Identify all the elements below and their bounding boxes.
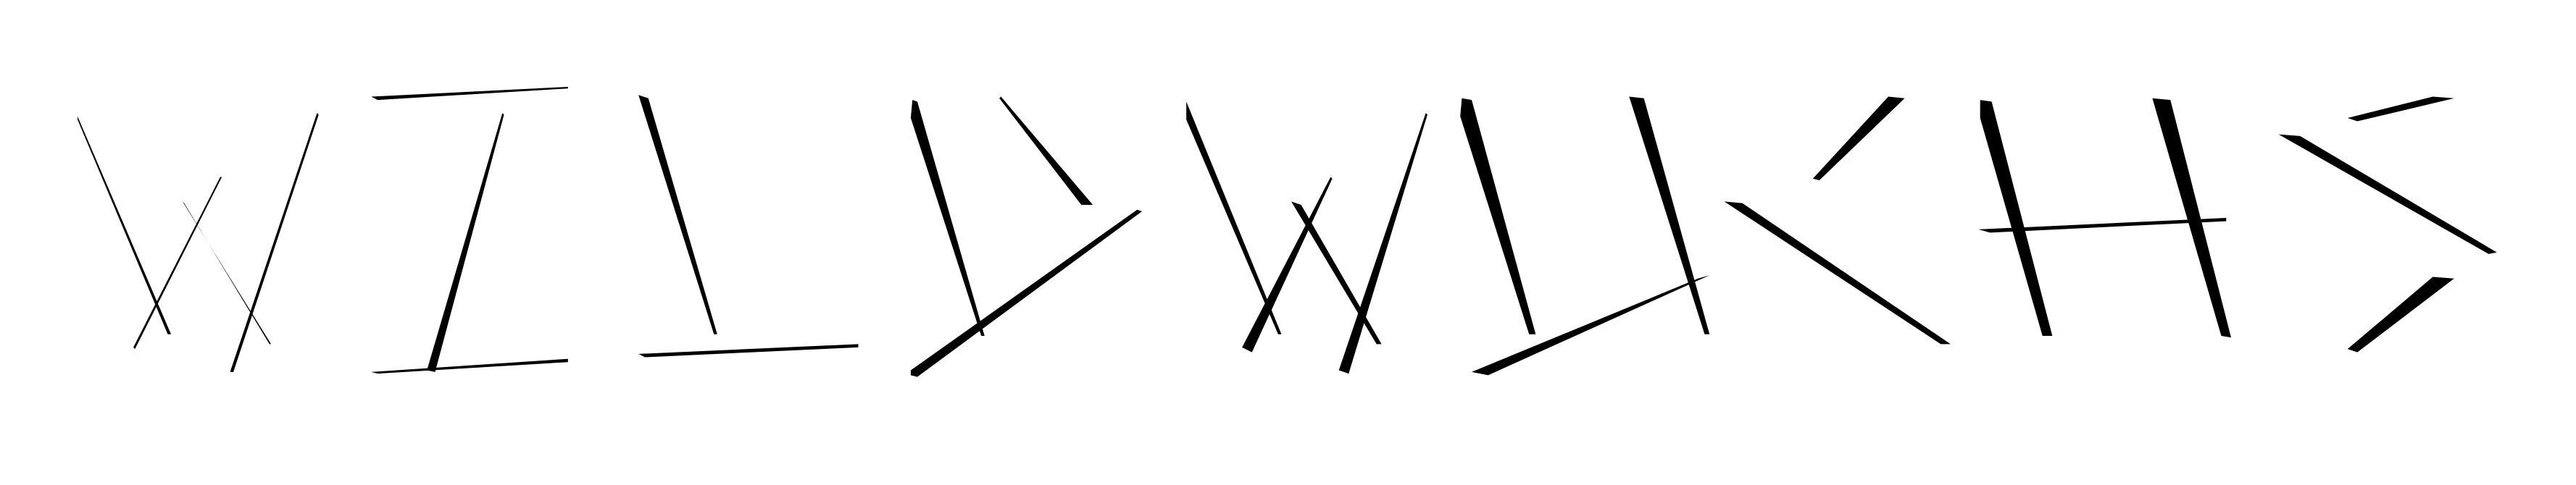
glyph-9-stroke [2279,135,2497,254]
glyph-9 [2279,97,2497,353]
glyph-1 [78,113,319,372]
glyph-8 [1978,98,2231,337]
glyph-1-stroke [230,113,319,372]
glyph-4-stroke [911,210,1142,377]
glyph-1-stroke [183,201,271,344]
glyph-7 [1725,97,1951,345]
glyph-4 [911,97,1142,377]
glyph-9-stroke [2348,97,2454,122]
glyph-2-stroke [371,87,568,100]
glyph-6-stroke [1472,275,1709,375]
glyph-5-stroke [1242,177,1332,352]
glyph-4-stroke [911,100,985,336]
glyph-5 [1186,101,1427,374]
glyph-8-stroke [1980,100,2053,336]
glyph-3-stroke [638,344,858,357]
glyph-7-stroke [1725,201,1951,344]
glyph-6-stroke [1629,97,1709,334]
glyph-2-stroke [371,359,568,374]
glyph-7-stroke [1813,97,1905,180]
glyph-5-stroke [1339,113,1427,374]
glyph-1-stroke [133,177,222,349]
glyph-3 [638,95,858,357]
glyph-5-stroke [1291,201,1381,344]
glyph-6 [1460,97,1709,376]
glyph-8-stroke [2152,98,2231,337]
glyph-3-stroke [638,95,717,334]
glyph-6-stroke [1460,98,1535,334]
glyph-2-stroke [427,113,504,372]
glyph-4-stroke [999,97,1093,205]
glyph-9-stroke [2348,277,2454,353]
glyph-2 [371,87,568,374]
